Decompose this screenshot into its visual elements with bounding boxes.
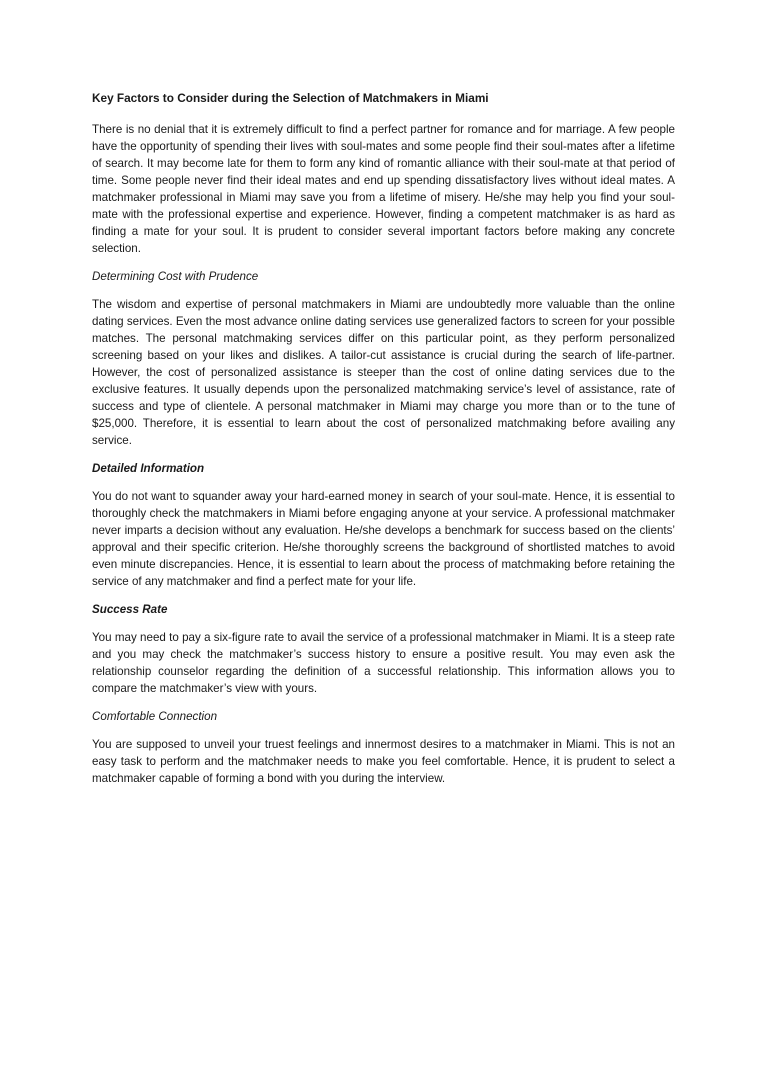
section-heading-comfortable-connection: Comfortable Connection [92, 710, 218, 723]
section-body-success-rate: You may need to pay a six-figure rate to avail the service of a professional matchmaker in Miami. It is a steep rate and you may check the matchmaker’s success history to ensure a positive result. You may even ask the relationship counselor regarding the definition of a successful relationship. This information allows you to compare the matchmaker’s view with yours. [92, 631, 675, 695]
section-body-cost: The wisdom and expertise of personal matchmakers in Miami are undoubtedly more valuable than the online dating services. Even the most advance online dating services use generalized factors to screen for your possible matches. The personal matchmaking services differ on this particular point, as they perform personalized screening based on your likes and dislikes. A tailor-cut assistance is crucial during the search of life-partner. However, the cost of personalized assistance is steeper than the cost of online dating services due to the exclusive features. It usually depends upon the personalized matchmaking service’s level of assistance, rate of success and type of clientele. A personal matchmaker in Miami may charge you more than or to the tune of $25,000. Therefore, it is essential to learn about the cost of personalized matchmaking before availing any service. [92, 298, 675, 447]
document-title: Key Factors to Consider during the Selection of Matchmakers in Miami [92, 91, 489, 105]
section-body-comfortable-connection: You are supposed to unveil your truest feelings and innermost desires to a matchmaker in Miami. This is not an easy task to perform and the matchmaker needs to make you feel comfortable. Hence, it is prudent to select a matchmaker capable of forming a bond with you during the interview. [92, 738, 675, 785]
document-page [92, 90, 675, 798]
section-body-detailed-information: You do not want to squander away your hard-earned money in search of your soul-mate. Hence, it is essential to thoroughly check the matchmakers in Miami before engaging anyone at your service. A professional matchmaker never imparts a decision without any evaluation. He/she develops a benchmark for success based on the clients’ approval and their specific criterion. He/she thoroughly screens the background of shortlisted matches to avoid even minute discrepancies. Hence, it is essential to learn about the process of matchmaking before retaining the service of any matchmaker and find a perfect mate for your life. [92, 490, 675, 588]
section-heading-success-rate: Success Rate [92, 603, 168, 616]
intro-paragraph: There is no denial that it is extremely difficult to find a perfect partner for romance and for marriage. A few people have the opportunity of spending their lives with soul-mates and some people find their soul-mates after a lifetime of search. It may become late for them to form any kind of romantic alliance with their soul-mate at that period of time. Some people never find their ideal mates and end up spending dissatisfactory lives without ideal mates. A matchmaker professional in Miami may save you from a lifetime of misery. He/she may help you find your soul-mate with the professional expertise and experience. However, finding a competent matchmaker is as hard as finding a mate for your soul. It is prudent to consider several important factors before making any concrete selection. [92, 123, 675, 255]
section-heading-cost: Determining Cost with Prudence [92, 270, 259, 283]
section-heading-detailed-information: Detailed Information [92, 462, 205, 475]
